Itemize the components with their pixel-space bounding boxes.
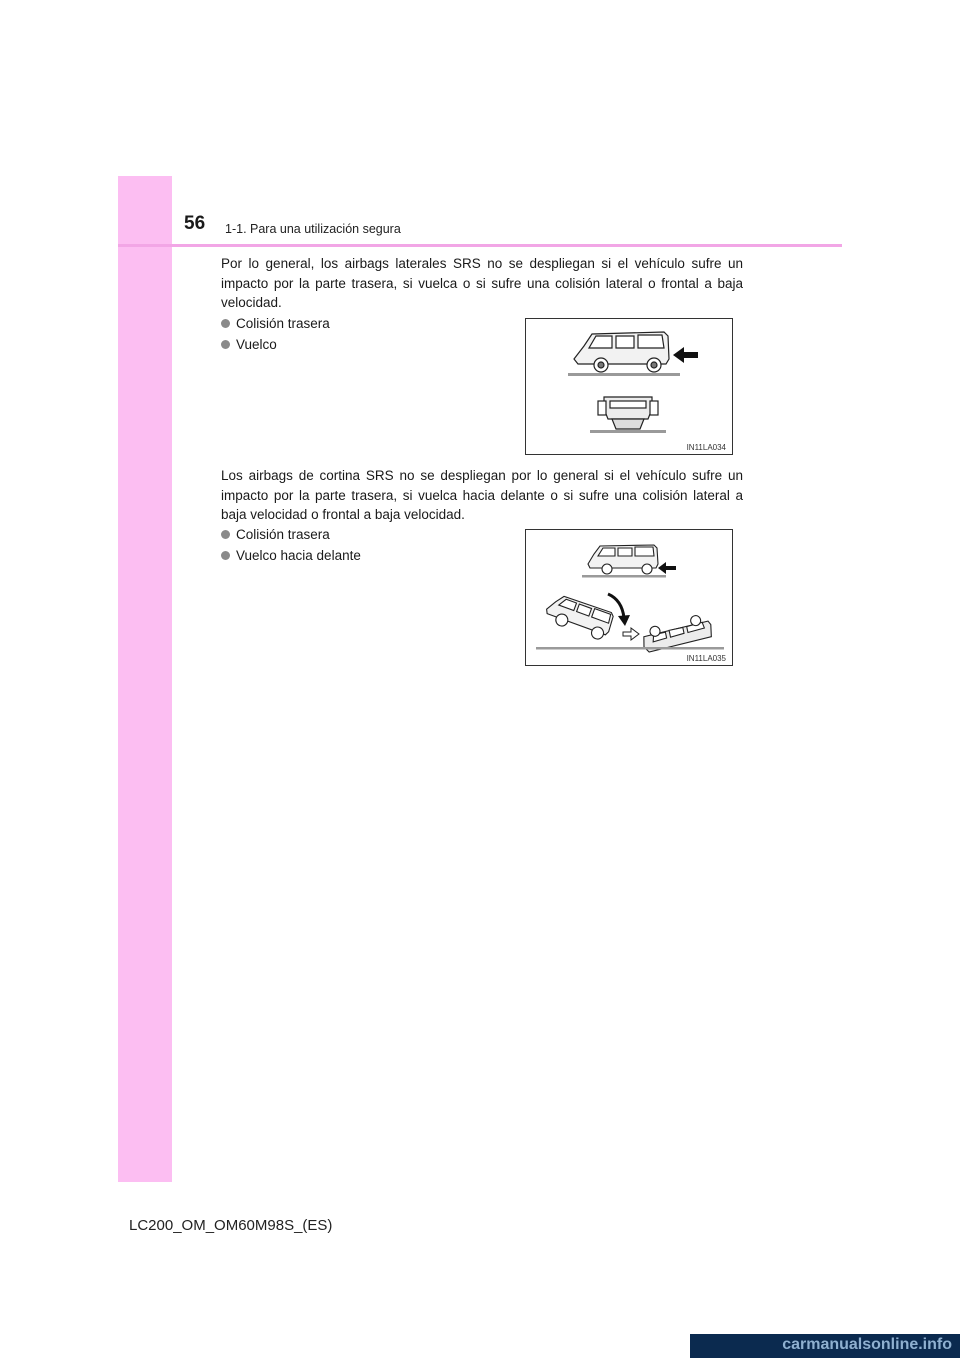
bullet-dot-icon: [221, 530, 230, 539]
watermark-banner: [690, 1334, 960, 1358]
bullet-dot-icon: [221, 319, 230, 328]
header-rule: [118, 244, 842, 247]
page-number: 56: [184, 213, 206, 234]
list-item-label: Colisión trasera: [236, 527, 330, 542]
list-item: [221, 548, 361, 563]
paragraph-curtain-airbags: Los airbags de cortina SRS no se despliegan por lo general si el vehículo sufre un impacto por la parte trasera, si vuelca hacia delante o si sufre una colisión lateral a baja velocidad o frontal a baja velocidad.: [221, 468, 743, 522]
bullet-dot-icon: [221, 340, 230, 349]
side-color-band: [118, 176, 172, 1182]
paragraph-side-airbags: Por lo general, los airbags laterales SRS no se despliegan si el vehículo sufre un impacto por la parte trasera, si vuelca o si sufre una colisión lateral o frontal a baja velocidad.: [221, 256, 743, 310]
list-item: [221, 316, 330, 331]
figure-rear-collision-rollover: [525, 318, 733, 455]
figure-code: IN11LA034: [686, 443, 726, 452]
list-item: [221, 527, 330, 542]
bullet-dot-icon: [221, 551, 230, 560]
figure-rear-collision-forward-rollover: [525, 529, 733, 666]
car-illustration-rear-rollover: [526, 319, 732, 454]
figure-code: IN11LA035: [686, 654, 726, 663]
car-illustration-forward-rollover: [526, 530, 732, 665]
list-item: [221, 337, 277, 352]
watermark-text: carmanualsonline.info: [782, 1336, 952, 1353]
list-item-label: Vuelco: [236, 337, 277, 352]
section-title: 1-1. Para una utilización segura: [225, 222, 401, 236]
document-id: LC200_OM_OM60M98S_(ES): [129, 1217, 333, 1234]
list-item-label: Vuelco hacia delante: [236, 548, 361, 563]
list-item-label: Colisión trasera: [236, 316, 330, 331]
